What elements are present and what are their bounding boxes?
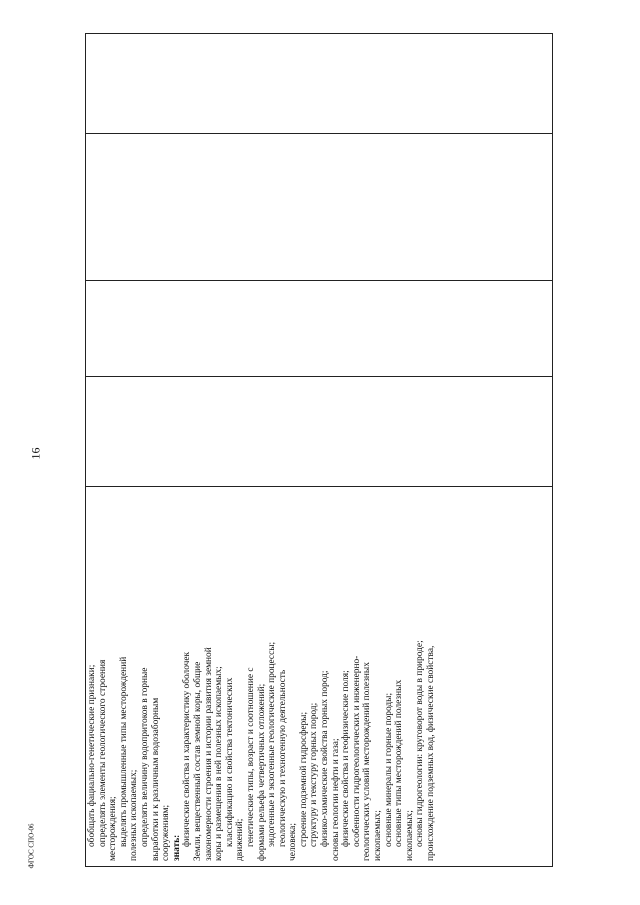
text-line: знать: — [171, 834, 182, 861]
text-line: определять элементы геологического строения — [97, 659, 108, 847]
text-line: коры и размещения в ней полезных ископаемых; — [214, 666, 225, 861]
text-line: закономерности строения и истории развития земной — [203, 647, 214, 861]
footer-code: ФГОС СПО-06 — [27, 823, 36, 869]
text-line: физические свойства и характеристику оболочек — [182, 651, 193, 847]
text-line: строение подземной гидросферы; — [298, 711, 309, 847]
text-line: геологических условий месторождений полезных — [362, 662, 373, 861]
text-line: ископаемых; — [373, 810, 384, 861]
text-line: происхождение подземных вод, физические свойства, — [426, 645, 436, 861]
text-line: выработки и к различным водозаборным — [150, 697, 161, 861]
text-line: обобщать фациально-генетические признаки; — [87, 664, 97, 847]
text-line: основные минералы и горные породы; — [383, 692, 394, 847]
text-line: классификацию и свойства тектонических — [224, 677, 235, 847]
text-line: Земли, вещественный состав земной коры, общие — [192, 661, 203, 861]
page-number: 16 — [28, 447, 43, 460]
text-line: физико-химические свойства горных пород; — [320, 670, 331, 847]
text-line: структуру и текстуру горных пород; — [309, 702, 320, 847]
text-line: основы гидрогеологии: круговорот воды в природе; — [415, 640, 426, 847]
competency-text-cell — [85, 33, 553, 867]
text-line: движений; — [235, 818, 246, 861]
text-line: выделять промышленные типы месторождений — [118, 656, 129, 847]
text-line: особенности гидрогеологических и инженерно- — [351, 655, 362, 847]
text-line: основные типы месторождений полезных — [394, 679, 405, 847]
text-line: генетические типы, возраст и соотношение с — [245, 667, 256, 847]
text-line: формами рельефа четвертичных отложений; — [256, 683, 267, 861]
text-line: месторождения; — [108, 796, 119, 861]
text-line: сооружениям; — [161, 804, 172, 861]
text-line: эндогенные и экзогенные геологические процессы; — [267, 641, 278, 847]
text-line: физические свойства и геофизические поля; — [341, 670, 352, 847]
text-line: геологическую и техногенную деятельность — [277, 669, 288, 847]
text-line: основы геологии нефти и газа; — [330, 738, 341, 861]
text-line: полезных ископаемых; — [129, 769, 140, 861]
text-line: определять величину водопритоков в горные — [139, 667, 150, 847]
text-line: ископаемых; — [404, 810, 415, 861]
text-line: человека; — [288, 823, 299, 861]
